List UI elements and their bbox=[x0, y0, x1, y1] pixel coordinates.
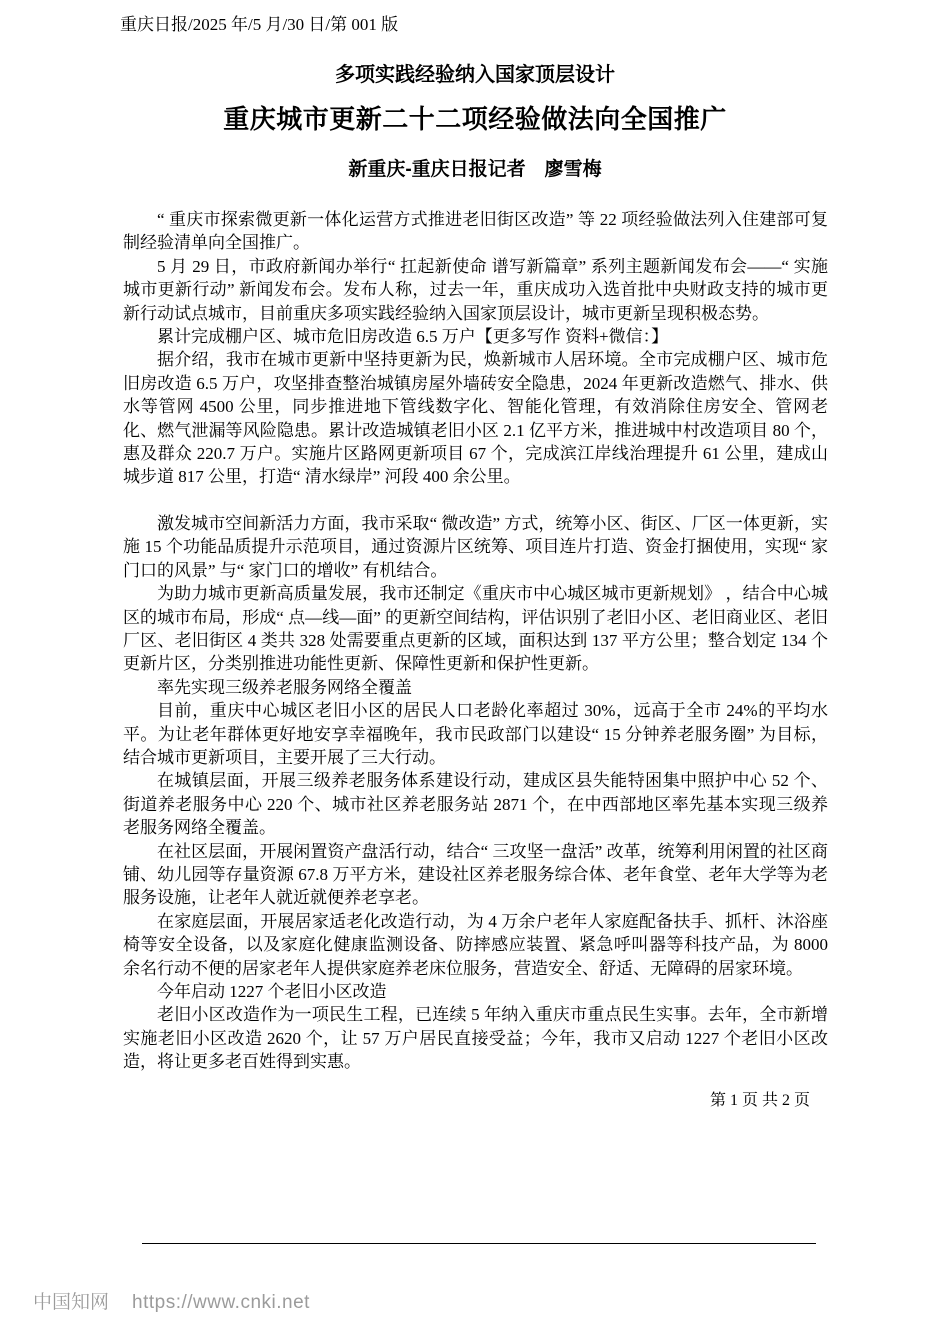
footer-divider bbox=[142, 1243, 816, 1244]
paragraph: 为助力城市更新高质量发展，我市还制定《重庆市中心城区城市更新规划》 ，结合中心城区的城市布局，形成“ 点—线—面” 的更新空间结构，评估识别了老旧小区、老旧商业区、老旧厂区、老旧街区 4 类共 328 处需要重点更新的区域，面积达到 137 平方公里；整合划定 134 个更新片区，分类别推进功能性更新、保障性更新和保护性更新。 bbox=[123, 584, 828, 674]
paragraph-spacer bbox=[123, 489, 828, 512]
cnki-url: https://www.cnki.net bbox=[132, 1292, 310, 1313]
page-indicator: 第 1 页 共 2 页 bbox=[709, 1091, 810, 1109]
paragraph: 在家庭层面，开展居家适老化改造行动，为 4 万余户老年人家庭配备扶手、抓杆、沐浴座椅等安全设备，以及家庭化健康监测设备、防摔感应装置、紧急呼叫器等科技产品，为 8000 余名行动不便的居家老年人提供家庭养老床位服务，营造安全、舒适、无障碍的居家环境。 bbox=[123, 911, 828, 978]
paragraph: 目前，重庆中心城区老旧小区的居民人口老龄化率超过 30%，远高于全市 24%的平均水平。为让老年群体更好地安享幸福晚年，我市民政部门以建设“ 15 分钟养老服务圈” 为目标，结合城市更新项目，主要开展了三大行动。 bbox=[123, 701, 828, 767]
section-subheading: 累计完成棚户区、城市危旧房改造 6.5 万户【更多写作 资料+微信：】 bbox=[157, 327, 669, 347]
cnki-footer bbox=[33, 1291, 310, 1315]
section-subheading: 今年启动 1227 个老旧小区改造 bbox=[157, 982, 387, 1001]
section-subheading: 率先实现三级养老服务网络全覆盖 bbox=[157, 677, 412, 697]
article-byline: 新重庆-重庆日报记者 廖雪梅 bbox=[348, 159, 602, 180]
paragraph: 在社区层面，开展闲置资产盘活行动，结合“ 三攻坚一盘活” 改革，统筹利用闲置的社区商铺、幼儿园等存量资源 67.8 万平方米，建设社区养老服务综合体、老年食堂、老年大学等为老服务设施，让老年人就近就便养老享老。 bbox=[123, 841, 828, 908]
paragraph: 激发城市空间新活力方面，我市采取“ 微改造” 方式，统筹小区、街区、厂区一体更新，实施 15 个功能品质提升示范项目，通过资源片区统筹、项目连片打造、资金打捆使用，实现“ 家门口的风景” 与“ 家门口的增收” 有机结合。 bbox=[123, 513, 828, 580]
article-title: 重庆城市更新二十二项经验做法向全国推广 bbox=[223, 104, 727, 134]
paragraph: 5 月 29 日，市政府新闻办举行“ 扛起新使命 谱写新篇章” 系列主题新闻发布会——“ 实施城市更新行动” 新闻发布会。发布人称，过去一年，重庆成功入选首批中央财政支持的城市更新行动试点城市，目前重庆多项实践经验纳入国家顶层设计，城市更新呈现积极态势。 bbox=[123, 256, 828, 323]
article-kicker: 多项实践经验纳入国家顶层设计 bbox=[335, 64, 615, 86]
source-header: 重庆日报/2025 年/5 月/30 日/第 001 版 bbox=[120, 15, 399, 34]
paragraph: “ 重庆市探索微更新一体化运营方式推进老旧街区改造” 等 22 项经验做法列入住建部可复制经验清单向全国推广。 bbox=[123, 210, 828, 253]
paragraph: 据介绍，我市在城市更新中坚持更新为民，焕新城市人居环境。全市完成棚户区、城市危旧房改造 6.5 万户，攻坚排查整治城镇房屋外墙砖安全隐患，2024 年更新改造燃气、排水、供水等管网 4500 公里，同步推进地下管线数字化、智能化管理，有效消除住房安全、管网老化、燃气泄漏等风险隐患。累计改造城镇老旧小区 2.1 亿平方米，推进城中村改造项目 80 个，惠及群众 220.7 万户。实施片区路网更新项目 67 个，完成滨江岸线治理提升 61 公里，建成山城步道 817 公里，打造“ 清水绿岸” 河段 400 余公里。 bbox=[123, 350, 828, 487]
paragraph: 在城镇层面，开展三级养老服务体系建设行动，建成区县失能特困集中照护中心 52 个、街道养老服务中心 220 个、城市社区养老服务站 2871 个，在中西部地区率先基本实现三级养老服务网络全覆盖。 bbox=[123, 771, 828, 838]
cnki-brand: 中国知网 bbox=[33, 1292, 110, 1313]
article-body bbox=[123, 208, 828, 1074]
paragraph: 老旧小区改造作为一项民生工程，已连续 5 年纳入重庆市重点民生实事。去年，全市新增实施老旧小区改造 2620 个，让 57 万户居民直接受益；今年，我市又启动 1227 个老旧小区改造，将让更多老百姓得到实惠。 bbox=[123, 1005, 828, 1072]
